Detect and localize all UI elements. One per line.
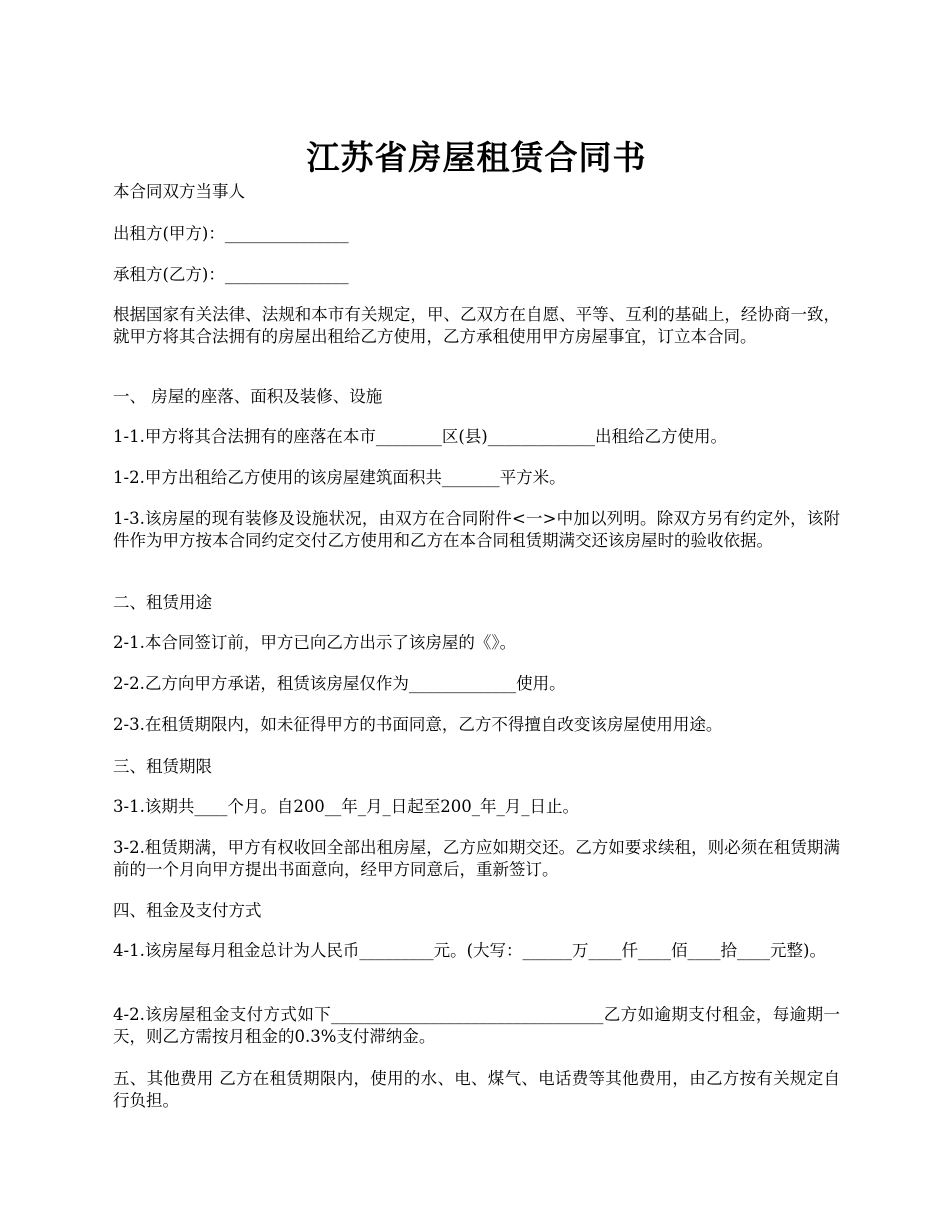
section-heading-4: 四、租金及支付方式 [113, 901, 262, 920]
clause-4-1: 4-1.该房屋每月租金总计为人民币_________元。(大写：______万____仟____佰____拾____元整)。 [113, 941, 826, 960]
section-heading-3: 三、租赁期限 [113, 757, 212, 776]
clause-4-2: 4-2.该房屋租金支付方式如下_________________________________乙方如逾期支付租金，每逾期一天，则乙方需按月租金的0.3%支付滞纳金。 [113, 1005, 840, 1046]
clause-1-2: 1-2.甲方出租给乙方使用的该房屋建筑面积共_______平方米。 [113, 468, 566, 487]
clause-1-1: 1-1.甲方将其合法拥有的座落在本市________区(县)_____________出租给乙方使用。 [113, 427, 727, 446]
document-title: 江苏省房屋租赁合同书 [306, 138, 647, 178]
paragraph-parties-intro: 本合同双方当事人 [113, 182, 245, 201]
section-heading-1: 一、 房屋的座落、面积及装修、设施 [113, 387, 383, 406]
clause-1-3: 1-3.该房屋的现有装修及设施状况，由双方在合同附件<一>中加以列明。除双方另有约定外，该附件作为甲方按本合同约定交付乙方使用和乙方在本合同租赁期满交还该房屋时的验收依据。 [113, 509, 840, 550]
section-heading-2: 二、租赁用途 [113, 593, 212, 612]
section-heading-5: 五、其他费用 乙方在租赁期限内，使用的水、电、煤气、电话费等其他费用，由乙方按有关规定自行负担。 [113, 1069, 840, 1110]
paragraph-lessor: 出租方(甲方)：_______________ [113, 224, 349, 243]
paragraph-lessee: 承租方(乙方)：_______________ [113, 265, 349, 284]
clause-2-2: 2-2.乙方向甲方承诺，租赁该房屋仅作为_____________使用。 [113, 674, 566, 693]
clause-2-3: 2-3.在租赁期限内，如未征得甲方的书面同意，乙方不得擅自改变该房屋使用用途。 [113, 715, 723, 734]
clause-3-1: 3-1.该期共____个月。自200__年_月_日起至200_年_月_日止。 [113, 797, 580, 816]
clause-3-2: 3-2.租赁期满，甲方有权收回全部出租房屋，乙方应如期交还。乙方如要求续租，则必须在租赁期满前的一个月向甲方提出书面意向，经甲方同意后，重新签订。 [113, 838, 840, 879]
clause-2-1: 2-1.本合同签订前，甲方已向乙方出示了该房屋的《》。 [113, 633, 517, 652]
paragraph-preamble: 根据国家有关法律、法规和本市有关规定，甲、乙双方在自愿、平等、互利的基础上，经协商一致，就甲方将其合法拥有的房屋出租给乙方使用，乙方承租使用甲方房屋事宜，订立本合同。 [113, 305, 840, 346]
